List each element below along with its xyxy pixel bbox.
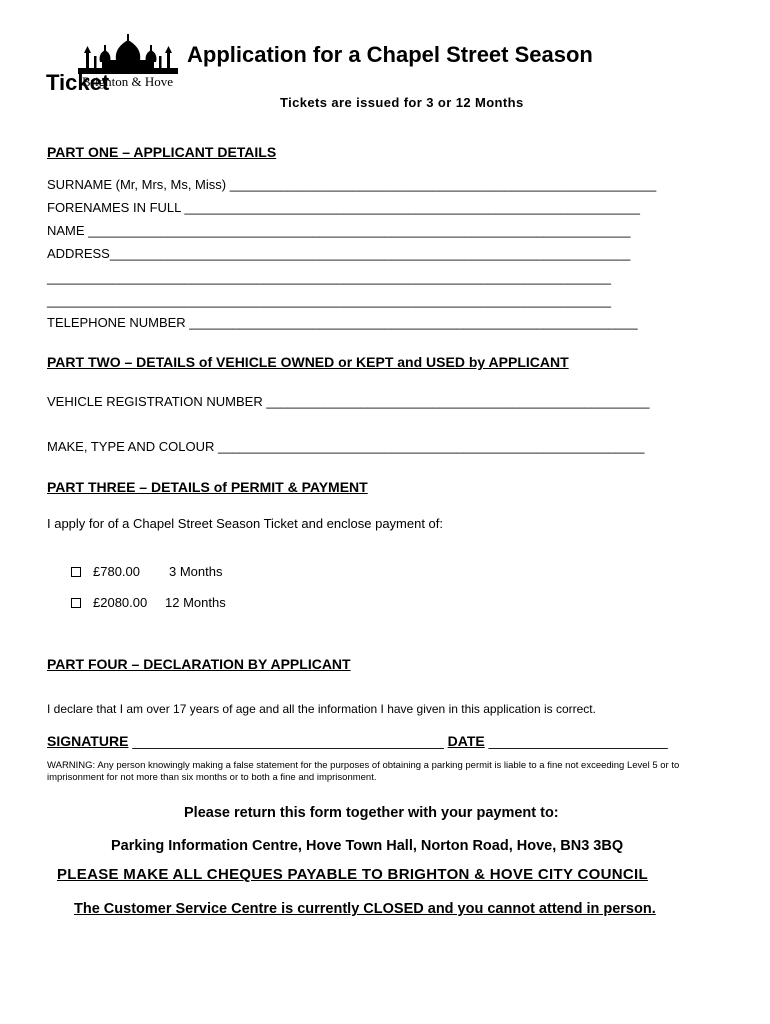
surname-field[interactable]: SURNAME (Mr, Mrs, Ms, Miss) ___________________________________________________________ bbox=[47, 177, 657, 192]
address-line-3[interactable]: ______________________________________________________________________________ bbox=[47, 293, 611, 308]
part-one-heading: PART ONE – APPLICANT DETAILS bbox=[47, 144, 277, 160]
part-two-heading: PART TWO – DETAILS of VEHICLE OWNED or KEPT and USED by APPLICANT bbox=[47, 354, 569, 370]
date-line[interactable]: _______________________ bbox=[488, 733, 668, 749]
vehicle-registration-field[interactable]: VEHICLE REGISTRATION NUMBER _____________________________________________________ bbox=[47, 394, 650, 409]
option-12-months-checkbox[interactable] bbox=[71, 598, 81, 608]
signature-row bbox=[47, 733, 668, 749]
make-type-colour-field[interactable]: MAKE, TYPE AND COLOUR ___________________________________________________________ bbox=[47, 439, 645, 454]
signature-label: SIGNATURE bbox=[47, 733, 129, 749]
date-label: DATE bbox=[447, 733, 485, 749]
option-12-months-duration: 12 Months bbox=[165, 595, 226, 610]
warning-text: WARNING: Any person knowingly making a false statement for the purposes of obtaining a parking permit is liable to a fine not exceeding Level 5 or to imprisonment for not more than six months or to both a fine and imprisonment. bbox=[47, 760, 680, 783]
option-3-months-price: £780.00 bbox=[93, 564, 140, 579]
address-line-2[interactable]: ______________________________________________________________________________ bbox=[47, 270, 611, 285]
part-three-heading: PART THREE – DETAILS of PERMIT & PAYMENT bbox=[47, 479, 368, 495]
address-field[interactable]: ADDRESS________________________________________________________________________ bbox=[47, 246, 631, 261]
return-instructions: Please return this form together with your payment to: bbox=[184, 805, 559, 821]
page-title: Application for a Chapel Street Season bbox=[187, 42, 593, 67]
declaration-text: I declare that I am over 17 years of age and all the information I have given in this application is correct. bbox=[47, 702, 596, 716]
payment-intro: I apply for of a Chapel Street Season Ticket and enclose payment of: bbox=[47, 516, 444, 531]
option-12-months-price: £2080.00 bbox=[93, 595, 148, 610]
name-field[interactable]: NAME ___________________________________________________________________________ bbox=[47, 223, 631, 238]
option-3-months-checkbox[interactable] bbox=[71, 567, 81, 577]
closed-notice: The Customer Service Centre is currently CLOSED and you cannot attend in person. bbox=[74, 901, 656, 917]
option-3-months-duration: 3 Months bbox=[169, 564, 223, 579]
part-four-heading: PART FOUR – DECLARATION BY APPLICANT bbox=[47, 656, 351, 672]
telephone-field[interactable]: TELEPHONE NUMBER ______________________________________________________________ bbox=[47, 315, 638, 330]
logo-text: Brighton & Hove bbox=[82, 74, 173, 89]
page-subtitle: Tickets are issued for 3 or 12 Months bbox=[280, 95, 524, 110]
forenames-field[interactable]: FORENAMES IN FULL _______________________________________________________________ bbox=[47, 200, 640, 215]
cheques-notice: PLEASE MAKE ALL CHEQUES PAYABLE TO BRIGHTON & HOVE CITY COUNCIL bbox=[57, 866, 648, 883]
signature-line[interactable]: ________________________________________ bbox=[132, 733, 444, 749]
page-title-continued: Ticket bbox=[46, 70, 110, 95]
return-address: Parking Information Centre, Hove Town Hall, Norton Road, Hove, BN3 3BQ bbox=[111, 838, 624, 854]
